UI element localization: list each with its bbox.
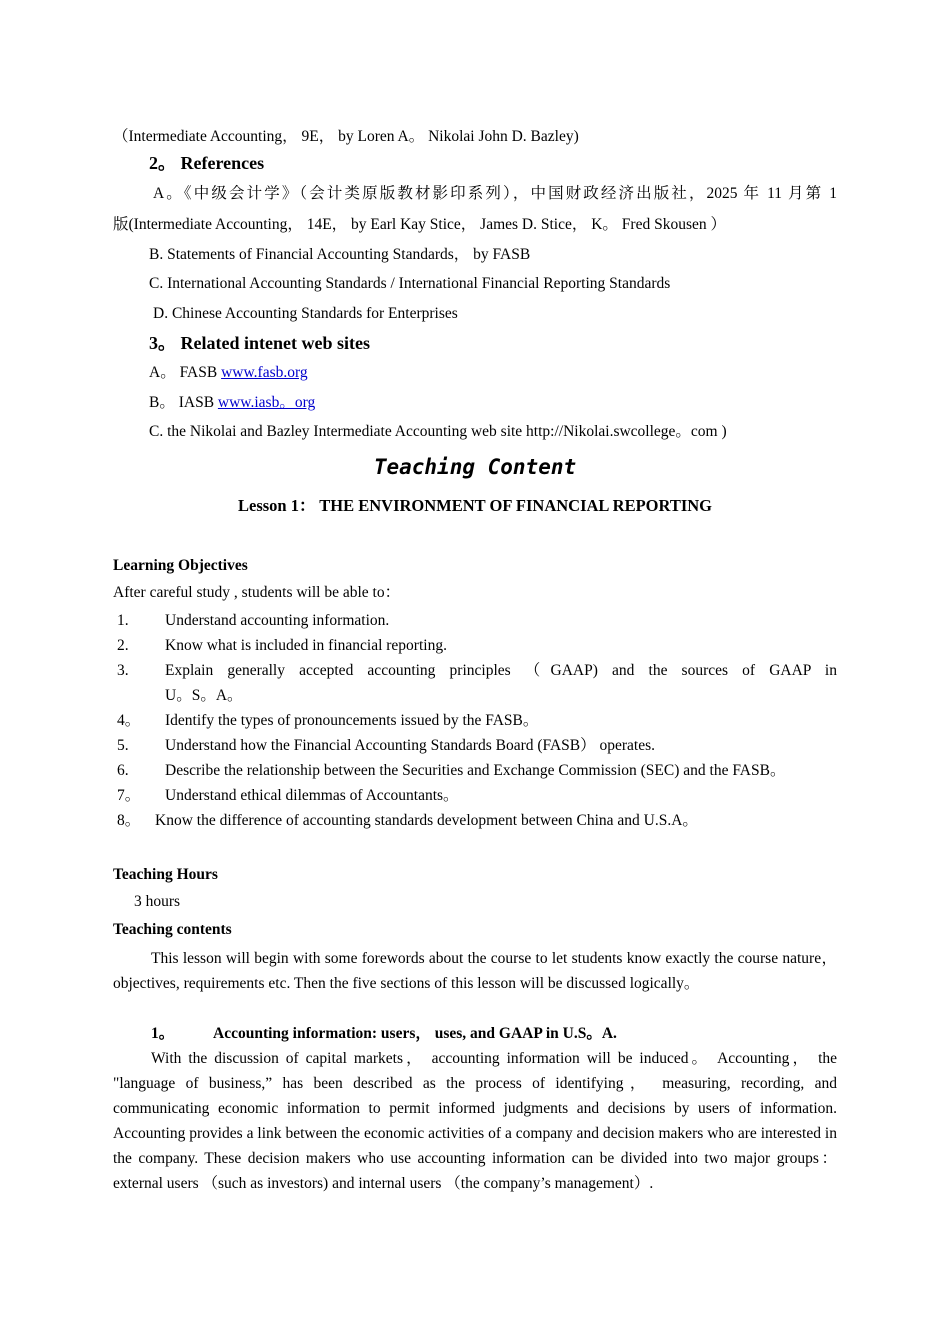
- objective-number: 8。: [117, 812, 141, 829]
- section1-number: 1。: [151, 1025, 175, 1042]
- section1-paragraph: With the discussion of capital markets， accounting information will be induced。 Accounting， the "language of business,” has been described as the process of identifying， measuring, recording, and communicating economic information to permit informed judgments and decisions by users of information. Accounting provides a link between the economic activities of a company and decision makers who are interested in the company. These decision makers who use accounting information can be divided into two major groups： external users （such as investors) and internal users （the company’s management）.: [113, 1050, 837, 1192]
- reference-a-line1: A。《中级会计学》（会计类原版教材影印系列），中国财政经济出版社，2025 年 11 月第 1: [153, 185, 837, 202]
- intro-line: （Intermediate Accounting， 9E， by Loren A。 Nikolai John D. Bazley): [113, 128, 579, 145]
- objective-number: 6.: [117, 762, 129, 779]
- website-b-prefix: B。 IASB: [149, 394, 218, 411]
- objective-number: 5.: [117, 737, 129, 754]
- objective-text-block: [165, 658, 837, 708]
- website-c: C. the Nikolai and Bazley Intermediate Accounting web site http://Nikolai.swcollege。com ): [149, 423, 727, 440]
- objective-item: [113, 658, 837, 708]
- teaching-hours-value: 3 hours: [134, 893, 181, 910]
- website-a-prefix: A。 FASB: [149, 364, 222, 381]
- teaching-contents-paragraph: This lesson will begin with some forewords about the course to let students know exactly the course nature， objectives, requirements etc. Then the five sections of this lesson will be discussed logically。: [113, 950, 837, 992]
- objective-item: [113, 758, 837, 783]
- website-a: [113, 358, 837, 388]
- objective-item: [113, 633, 837, 658]
- learning-objectives-heading: Learning Objectives: [113, 557, 248, 574]
- objective-item: [113, 808, 837, 833]
- references-heading: 2。 References: [149, 153, 265, 173]
- objective-item: [113, 608, 837, 633]
- objective-text: Understand how the Financial Accounting Standards Board (FASB） operates.: [165, 737, 656, 754]
- lesson-title: Lesson 1： THE ENVIRONMENT OF FINANCIAL REPORTING: [237, 496, 712, 515]
- fasb-link[interactable]: www.fasb.org: [221, 364, 308, 381]
- websites-heading: 3。 Related intenet web sites: [149, 333, 370, 353]
- objective-text: Describe the relationship between the Securities and Exchange Commission (SEC) and the FASB。: [165, 762, 786, 779]
- objective-number: 7。: [117, 787, 141, 804]
- objective-number: 1.: [117, 612, 129, 629]
- objective-text: Understand ethical dilemmas of Accountants。: [165, 787, 459, 804]
- objective-text-line2: U。S。A。: [165, 687, 243, 704]
- section1-heading: [113, 1021, 837, 1046]
- learning-objectives-intro: After careful study , students will be able to：: [113, 584, 401, 601]
- objective-text: Identify the types of pronouncements issued by the FASB。: [165, 712, 539, 729]
- iasb-link[interactable]: www.iasb。org: [217, 394, 316, 411]
- objective-number: 4。: [117, 712, 141, 729]
- reference-b: B. Statements of Financial Accounting Standards， by FASB: [149, 246, 531, 263]
- objectives-list: [113, 608, 837, 833]
- reference-d: D. Chinese Accounting Standards for Enterprises: [153, 305, 458, 322]
- reference-a-line2: 版(Intermediate Accounting， 14E， by Earl Kay Stice， James D. Stice， K。 Fred Skousen ）: [113, 216, 726, 233]
- objective-item: [113, 708, 837, 733]
- objective-text-line1: Explain generally accepted accounting principles （GAAP) and the sources of GAAP in: [165, 662, 837, 679]
- objective-number: 3.: [117, 662, 129, 679]
- objective-text: Know what is included in financial reporting.: [165, 637, 447, 654]
- teaching-hours-heading: Teaching Hours: [113, 866, 218, 883]
- objective-item: [113, 783, 837, 808]
- section1-title: Accounting information: users， uses, and GAAP in U.S。A.: [213, 1025, 617, 1042]
- website-b: [113, 388, 837, 417]
- objective-number: 2.: [117, 637, 129, 654]
- reference-c: C. International Accounting Standards / International Financial Reporting Standards: [149, 275, 671, 292]
- objective-item: [113, 733, 837, 758]
- document-page: [113, 124, 837, 1196]
- teaching-contents-heading: Teaching contents: [113, 921, 232, 938]
- objective-text: Know the difference of accounting standards development between China and U.S.A。: [155, 812, 698, 829]
- objective-text: Understand accounting information.: [165, 612, 390, 629]
- teaching-content-title: Teaching Content: [373, 455, 577, 479]
